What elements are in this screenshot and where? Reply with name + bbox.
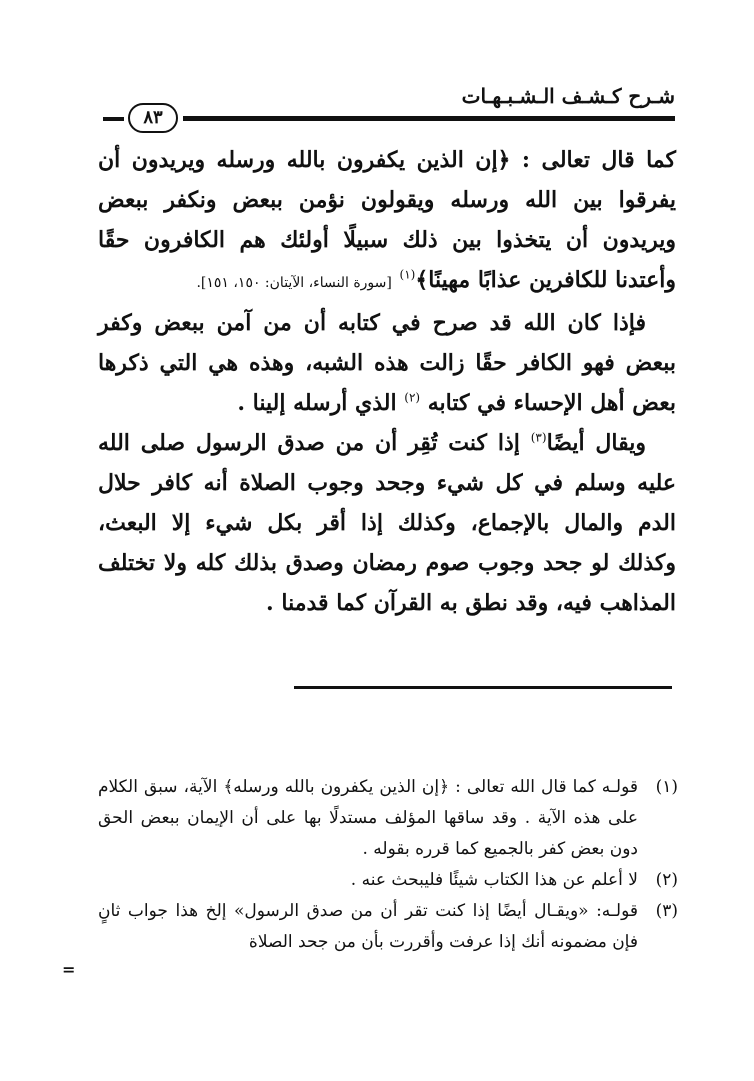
footnote-2	[98, 865, 678, 896]
paragraph-3-text: إذا كنت تُقِر أن من صدق الرسول صلى الله عليه وسلم في كل شيء وجحد وجوب الصلاة أنه كافر حلال الدم والمال بالإجماع، وكذلك إذا أقر بكل شيء إلا البعث، وكذلك لو جحد وجوب صوم رمضان وصدق بذلك كله ولا تختلف المذاهب فيه، وقد نطق به القرآن كما قدمنا .	[98, 430, 676, 616]
main-body	[98, 140, 676, 623]
paragraph-2-text: فإذا كان الله قد صرح في كتابه أن من آمن ببعض وكفر ببعض فهو الكافر حقًا زالت هذه الشبه، وهذه هي التي ذكرها بعض أهل الإحساء في كتابه	[98, 310, 676, 416]
continuation-mark: =	[62, 960, 76, 979]
footnote-3	[98, 896, 678, 958]
footnotes	[98, 772, 678, 958]
paragraph-2-tail: الذي أرسله إلينا .	[237, 390, 397, 416]
footnote-ref-1[interactable]: (١)	[399, 267, 416, 282]
paragraph-3	[98, 423, 676, 623]
footnote-3-text: قولـه: «ويقـال أيضًا إذا كنت تقر أن من صدق الرسول» إلخ هذا جواب ثانٍ فإن مضمونه أنك إذا عرفت وأقررت بأن من جحد الصلاة	[98, 901, 638, 952]
footnote-2-text: لا أعلم عن هذا الكتاب شيئًا فليبحث عنه .	[350, 870, 638, 890]
page-number-badge: ٨٣	[128, 103, 178, 133]
header-rule-stub	[103, 117, 124, 121]
footnote-1-text: قولـه كما قال الله تعالى : ﴿إن الذين يكفرون بالله ورسله﴾ الآية، سبق الكلام على هذه الآية . وقد ساقها المؤلف مستدلًا بها على أن الإيمان ببعض الحق دون بعض كفر بالجميع كما قرره بقوله .	[98, 777, 638, 859]
paragraph-3-lead: ويقال أيضًا	[546, 430, 646, 456]
footnote-1-number: (١)	[655, 777, 678, 797]
footnote-ref-3[interactable]: (٣)	[530, 430, 547, 445]
footnote-separator	[294, 686, 672, 689]
header-rule	[183, 116, 675, 121]
footnote-2-number: (٢)	[655, 870, 678, 890]
footnote-1	[98, 772, 678, 865]
paragraph-1	[98, 140, 676, 303]
footnote-3-number: (٣)	[655, 901, 678, 921]
paragraph-1-text: كما قال تعالى : ﴿إن الذين يكفرون بالله ورسله ويريدون أن يفرقوا بين الله ورسله ويقولون نؤمن ببعض ونكفر ببعض ويريدون أن يتخذوا بين ذلك سبيلًا أولئك هم الكافرون حقًا وأعتدنا للكافرين عذابًا مهينًا﴾	[98, 147, 676, 293]
paragraph-2	[98, 303, 676, 423]
footnote-ref-2[interactable]: (٢)	[404, 390, 421, 405]
quran-citation: [سورة النساء، الآيتان: ١٥٠، ١٥١].	[196, 275, 392, 291]
running-header-title: شـرح كـشـف الـشـبـهـات	[461, 84, 675, 108]
